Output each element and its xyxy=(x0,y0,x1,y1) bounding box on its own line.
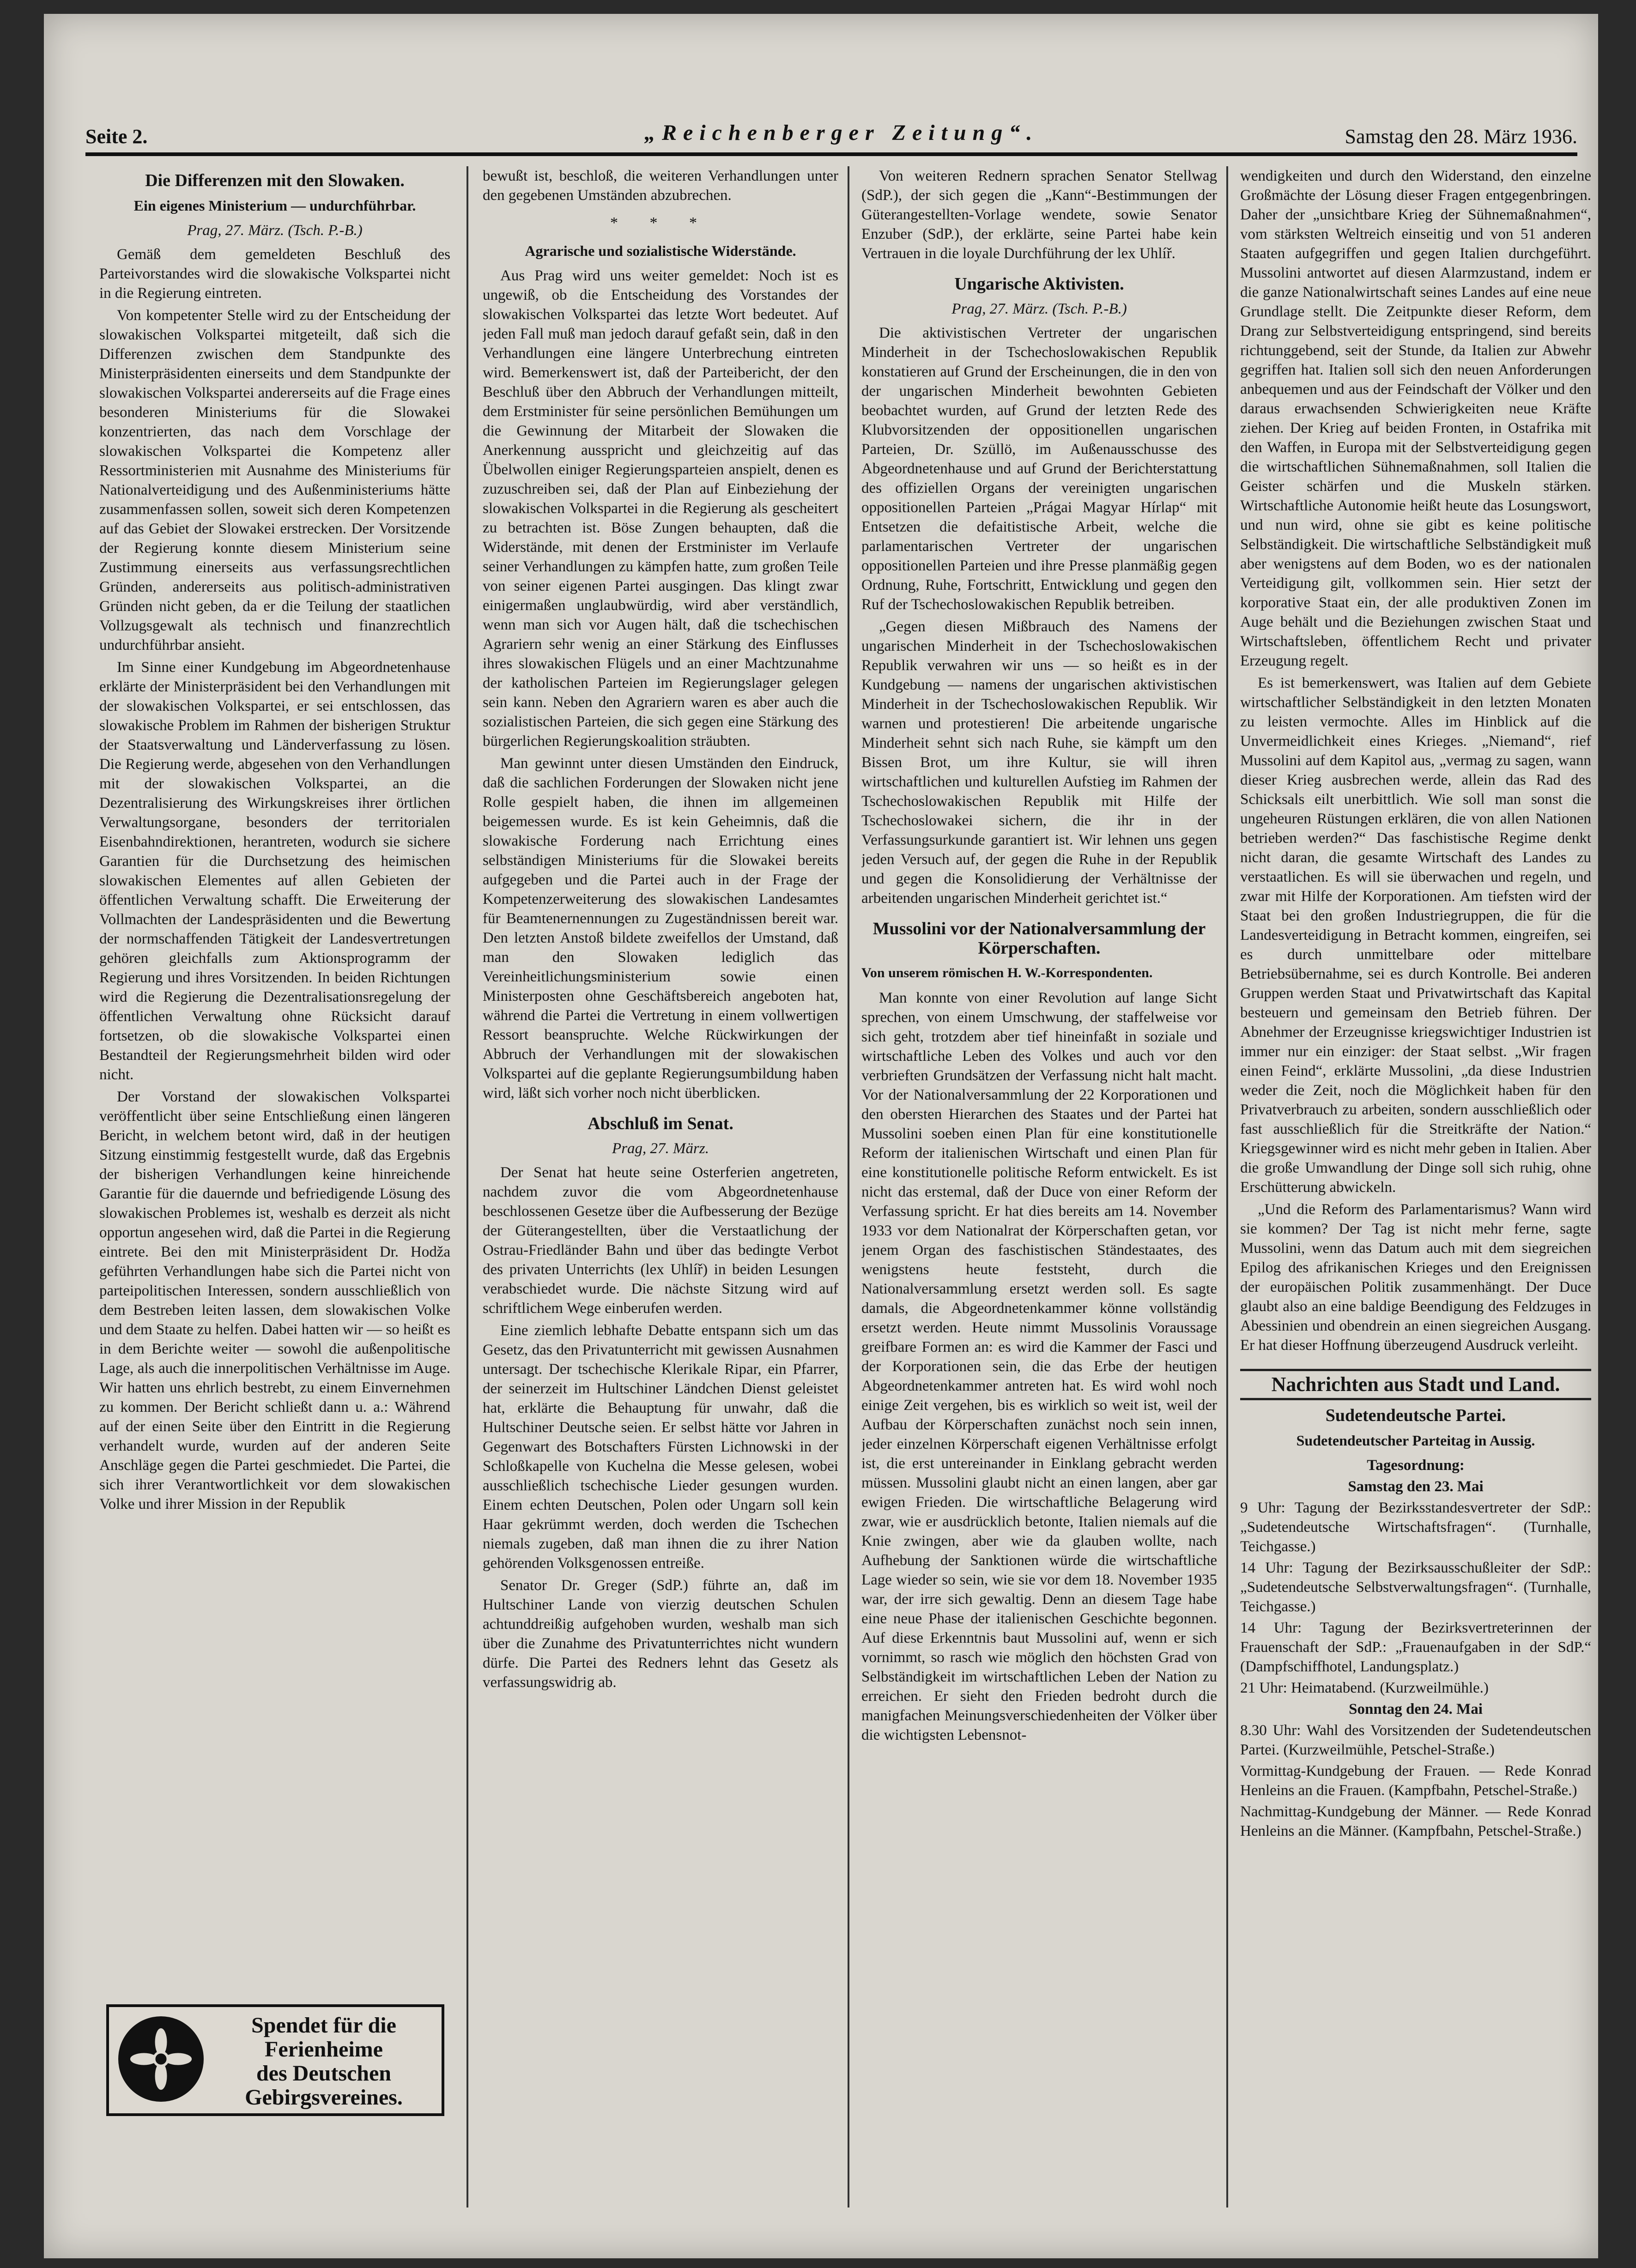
edelweiss-emblem-icon xyxy=(118,2016,204,2102)
article-paragraph: Senator Dr. Greger (SdP.) führte an, daß im Hultschiner Lande von vierzig deutschen Schulen achtunddreißig aufgehoben wurden, weshalb man sich über die Zunahme des Privatunterrichtes nicht wundern dürfe. Die Partei des Redners lehnt das Gesetz als verfassungswidrig ab. xyxy=(483,1577,838,1691)
article-paragraph: „Und die Reform des Parlamentarismus? Wann wird sie kommen? Der Tag ist nicht mehr ferne, sagte Mussolini, wenn das Datum auch mit dem siegreichen Epilog des afrikanischen Krieges und den Ereignissen der europäischen Politik zusammenhängt. Der Duce glaubt also an eine baldige Beendigung des Feldzuges in Abessinien und obendrein an einen siegreichen Ausgang. Er hat dieser Hoffnung überzeugend Ausdruck verleiht. xyxy=(1240,1201,1591,1354)
article-paragraph: wendigkeiten und durch den Widerstand, den einzelne Großmächte der Lösung dieser Fragen entgegenbringen. Daher der „unsichtbare Krieg der Sühnemaßnahmen“, vom stärksten Weltreich einseitig und von 51 anderen Staaten aufgegriffen und gegen Italien durchgeführt. Mussolini antwortet auf diesen Alarmzustand, indem er die ganze Nationalwirtschaft seines Landes auf eine neue Grundlage stellt. Die Zeitpunkte dieser Reform, dem Drang zur Selbstverteidigung entspringend, sind bereits richtunggebend, seit der Stunde, da Italien zur Abwehr gegriffen hat. Italien soll sich den neuen Anforderungen anbequemen und aus der Feindschaft der Völker und den daraus erwachsenden Schwierigkeiten neue Kräfte ziehen. Der Krieg auf beiden Fronten, in Ostafrika mit den Waffen, in Europa mit der Selbstverteidigung gegen die wirtschaftlichen Sühnemaßnahmen, soll Italien die Geister schärfen und die Muskeln stärken. Wirtschaftliche Autonomie heißt heute das Losungswort, und nun wird, ohne sie gibt es keine politische Selbständigkeit. Die wirtschaftliche Selbständigkeit muß aber wenigstens auf dem Boden, wo es der nationalen Verteidigung gilt, vollkommen sein. Hier setzt der korporative Staat ein, der alle produktiven Zonen im Auge behält und die Beziehungen zwischen Staat und Wirtschaftsleben, öffentlichem Recht und privater Erzeugung regelt. xyxy=(1240,168,1591,669)
article-paragraph: Von kompetenter Stelle wird zu der Entscheidung der slowakischen Volkspartei mitgeteilt, daß sich die Differenzen zwischen dem Standpunkte des Ministerpräsidenten einerseits und dem Standpunkte der slowakischen Volkspartei andererseits auf die Frage eines besonderen Ministeriums für die Slowakei konzentrierten, das nach dem Vorschlage der slowakischen Volkspartei die Kompetenz aller Ressortministerien mit Ausnahme des Ministeriums für Nationalverteidigung und des Außenministeriums hätte zusammenfassen sollen, soweit sich deren Kompetenzen auf das Gebiet der Slowakei erstrecken. Der Vorsitzende der Regierung konnte diesem Ministerium seine Zustimmung einerseits aus verfassungsrechtlichen Gründen, andererseits aus politisch-administrativen Gründen nicht geben, da er die Teilung der staatlichen Vollzugsgewalt als technisch und finanzrechtlich undurchführbar ansieht. xyxy=(99,307,450,653)
article-paragraph: Gemäß dem gemeldeten Beschluß des Parteivorstandes wird die slowakische Volkspartei nicht in die Regierung eintreten. xyxy=(99,246,450,302)
ad-line: des Deutschen xyxy=(256,2061,391,2086)
section-title: Nachrichten aus Stadt und Land. xyxy=(1240,1369,1591,1400)
article-paragraph: bewußt ist, beschloß, die weiteren Verhandlungen unter den gegebenen Umständen abzubrechen. xyxy=(483,168,838,204)
newspaper-title: „Reichenberger Zeitung“. xyxy=(644,121,1039,145)
article-dateline: Prag, 27. März. (Tsch. P.-B.) xyxy=(951,301,1127,317)
advertisement-text xyxy=(215,2014,432,2110)
column-divider xyxy=(848,166,849,2208)
program-list xyxy=(1240,1456,1591,1841)
article-paragraph: Die aktivistischen Vertreter der ungarischen Minderheit in der Tschechoslowakischen Republik konstatieren auf Grund der Erscheinungen, die in den von der ungarischen Minderheit bewohnten Gebieten beobachtet wurden, auf Grund der letzten Rede des Klubvorsitzenden der oppositionellen ungarischen Parteien, Dr. Szüllö, im Außenausschusse des Abgeordnetenhause und auf Grund der Berichterstattung des offiziellen Organs der vereinigten ungarischen oppositionellen Parteien „Prágai Magyar Hírlap“ mit Entsetzen die defaitistische Arbeit, welche die parlamentarischen Vertreter der ungarischen oppositionellen Parteien und ihre Presse planmäßig gegen Ordnung, Ruhe, Fortschritt, Entwicklung und gegen den Ruf der Tschechoslowakischen Republik betreiben. xyxy=(861,325,1217,613)
column-4 xyxy=(1240,166,1591,2208)
program-item: 14 Uhr: Tagung der Bezirksausschußleiter der SdP.: „Sudetendeutsche Selbstverwaltungsfragen“. (Turnhalle, Teichgasse.) xyxy=(1240,1560,1591,1615)
column-divider xyxy=(1226,166,1228,2208)
article-subhead: Agrarische und sozialistische Widerstände. xyxy=(525,242,796,259)
masthead xyxy=(85,115,1577,148)
article-subhead: Ein eigenes Ministerium — undurchführbar. xyxy=(133,197,416,214)
article-byline: Von unserem römischen H. W.-Korrespondenten. xyxy=(861,965,1153,980)
program-title: Sudetendeutscher Parteitag in Aussig. xyxy=(1296,1432,1535,1449)
program-day: Sonntag den 24. Mai xyxy=(1349,1701,1483,1718)
article-headline: Ungarische Aktivisten. xyxy=(954,274,1124,294)
article-headline: Abschluß im Senat. xyxy=(588,1114,733,1133)
program-item: Vormittag-Kundgebung der Frauen. — Rede Konrad Henleins an die Frauen. (Kampfbahn, Petschel-Straße.) xyxy=(1240,1763,1591,1799)
article-paragraph: Der Senat hat heute seine Osterferien angetreten, nachdem zuvor die vom Abgeordnetenhause beschlossenen Gesetze über die Aufbesserung der Bezüge der Güterangestellten, über die Verstaatlichung der Ostrau-Friedländer Bahn und über das bedingte Verbot des privaten Unterrichts (lex Uhlíř) in beiden Lesungen verabschiedet wurde. Die nächste Sitzung wird auf schriftlichem Wege einberufen werden. xyxy=(483,1164,838,1317)
article-paragraph: „Gegen diesen Mißbrauch des Namens der ungarischen Minderheit in der Tschechoslowakischen Republik verwahren wir uns — so heißt es in der Kundgebung — namens der ungarischen aktivistischen Minderheit in der Tschechoslowakischen Republik. Wir warnen und protestieren! Die arbeitende ungarische Minderheit sehnt sich nach Ruhe, sie kämpft um den Bissen Brot, um ihre Kultur, sie will ihren wirtschaftlichen und kulturellen Aufstieg im Rahmen der Tschechoslowakischen Republik mit Hilfe der Tschechoslowakei sichern, die ihr in der Verfassungsurkunde garantiert ist. Wir lehnen uns gegen jeden Versuch auf, der gegen die Ruhe in der Republik und gegen die Konsolidierung der Verhältnisse der arbeitenden ungarischen Minderheit gerichtet ist.“ xyxy=(861,618,1217,907)
ad-line: Spendet für die xyxy=(251,2013,396,2038)
column-2 xyxy=(483,166,838,2208)
article-dateline: Prag, 27. März. (Tsch. P.-B.) xyxy=(187,222,363,239)
section-separator: * * * xyxy=(610,214,711,231)
program-item: Nachmittag-Kundgebung der Männer. — Rede Konrad Henleins an die Männer. (Kampfbahn, Petschel-Straße.) xyxy=(1240,1803,1591,1839)
article-headline: Mussolini vor der Nationalversammlung der Körperschaften. xyxy=(873,919,1206,958)
page-number: Seite 2. xyxy=(85,125,148,148)
article-paragraph: Man gewinnt unter diesen Umständen den Eindruck, daß die sachlichen Forderungen der Slowaken nicht jene Rolle gespielt haben, die ihnen im allgemeinen beigemessen wurde. Es ist kein Geheimnis, daß die slowakische Forderung nach Errichtung eines selbständigen Ministeriums für die Slowakei bereits aufgegeben und die Partei auch in der Frage der Kompetenzerweiterung des slowakischen Landesamtes für Beamtenernennungen zu Zugeständnissen bereit war. Den letzten Anstoß bildete zweifellos der Umstand, daß man den Slowaken lediglich das Vereinheitlichungsministerium sowie einen Ministerposten ohne Geschäftsbereich angeboten hat, während die Partei die Vertretung in einem vollwertigen Ressort beanspruchte. Welche Rückwirkungen der Abbruch der Verhandlungen mit der slowakischen Volkspartei auf die geplante Regierungsumbildung haben wird, läßt sich vorher noch nicht überblicken. xyxy=(483,755,838,1101)
article-paragraph: Es ist bemerkenswert, was Italien auf dem Gebiete wirtschaftlicher Selbständigkeit in den letzten Monaten zu leisten vermochte. Alles im Hinblick auf die Unvermeidlichkeit eines Krieges. „Niemand“, rief Mussolini auf dem Kapitol aus, „vermag zu sagen, wann dieser Krieg ausbrechen werde, allein das Rad des Schicksals eilt unerbittlich. Wie soll man sonst die ungeheuren Rüstungen erklären, die von allen Nationen betrieben werden?“ Das faschistische Regime denkt nicht daran, die gesamte Wirtschaft des Landes zu verstaatlichen. Es will sie überwachen und regeln, und zwar mit Hilfe der Korporationen. Am tiefsten wird der Staat bei den großen Industriegruppen, die für die Landesverteidigung in Betracht kommen, eingreifen, sei es durch unmittelbare oder mittelbare Betriebsübernahme, sei es durch Kontrolle. Bei anderen Gruppen werden Staat und Privatwirtschaft das Kapital besteuern und gemeinsam den Betrieb führen. Der Abnehmer der Erzeugnisse kriegswichtiger Industrien ist immer nur ein einziger: der Staat selbst. „Wir fragen einen Feind“, erklärte Mussolini, „da diese Industrien weder die Zeit, noch die Möglichkeit haben für den Privatverbrauch zu arbeiten, sondern ausschließlich oder fast ausschließlich für die Streitkräfte der Nation.“ Kriegsgewinner wird es nicht mehr geben in Italien. Aber die große Umwandlung der Dinge soll sich ruhig, ohne Erschütterung abwickeln. xyxy=(1240,675,1591,1196)
program-item: 9 Uhr: Tagung der Bezirksstandesvertreter der SdP.: „Sudetendeutsche Wirtschaftsfragen“. (Turnhalle, Teichgasse.) xyxy=(1240,1500,1591,1555)
article-paragraph: Man konnte von einer Revolution auf lange Sicht sprechen, von einem Umschwung, der staffelweise vor sich geht, trotzdem aber tief hineinfaßt in soziale und wirtschaftliche Leben des Volkes und auch vor den verbrieften Grundsätzen der Verfassung nicht halt macht. Vor der Nationalversammlung der 22 Korporationen und den obersten Hierarchen des Staates und der Partei hat Mussolini soeben einen Plan für eine konstitutionelle Reform der italienischen Wirtschaft und einen Plan für eine konstitutionelle politische Reform entwickelt. Es ist nicht das erstemal, daß der Duce von einer Reform der Verfassung spricht. Er hat dies bereits am 14. November 1933 vor dem Nationalrat der Körperschaften getan, vor jenem Organ des faschistischen Ständestaates, des wenigstens heute feststeht, durch die Nationalversammlung ersetzt werden soll. Es sagte damals, die Abgeordnetenkammer könne vollständig ersetzt werden. Heute nimmt Mussolinis Voraussage greifbare Formen an: es wird die Kammer der Fasci und der Korporationen sein, die das Erbe der heutigen Abgeordnetenkammer antreten hat. Es wird wohl noch einige Zeit vergehen, bis es wirklich so weit ist, weil der Aufbau der Körperschaften zunächst noch sein innen, jeder einzelnen Körperschaft eigenen Verhältnisse erfolgt ist, die erst untereinander in Einklang gebracht werden müssen. Mussolini glaubt nicht an einen langen, aber gar ewigen Frieden. Die wirtschaftliche Belagerung wird zwar, wie er ausdrücklich betonte, Italien niemals auf die Knie zwingen, aber wie da glauben wollte, nach Aufhebung der Sanktionen würde die wirtschaftliche Lage wieder so sein, wie sie vor dem 18. November 1935 war, der irre sich gewaltig. Denn an diesem Tage habe eine neue Phase der italienischen Geschichte begonnen. Auf diese Erkenntnis baut Mussolini auf, wenn er sich vornimmt, so rasch wie möglich den höchsten Grad von Selbständigkeit im wirtschaftlichen Leben der Nation zu erreichen. Er sieht den Frieden bedroht durch die manigfachen Meinungsverschiedenheiten der Völker über die wichtigsten Lebensnot- xyxy=(861,990,1217,1743)
masthead-rule xyxy=(85,152,1577,156)
program-item: 8.30 Uhr: Wahl des Vorsitzenden der Sudetendeutschen Partei. (Kurzweilmühle, Petschel-Straße.) xyxy=(1240,1722,1591,1758)
article-paragraph: Aus Prag wird uns weiter gemeldet: Noch ist es ungewiß, ob die Entscheidung des Vorstandes der slowakischen Volkspartei das letzte Wort bedeutet. Auf jeden Fall muß man jedoch darauf gefaßt sein, daß in den Verhandlungen eine längere Unterbrechung eintreten wird. Bemerkenswert ist, daß der Parteibericht, der den Beschluß über den Abbruch der Verhandlungen mitteilt, dem Erstminister für seine persönlichen Bemühungen um die Gewinnung der Mitarbeit der Slowaken die Anerkennung ausspricht und gleichzeitig auf das Übelwollen einiger Regierungsparteien anspielt, denen es zuzuschreiben sei, daß der Plan auf Einbeziehung der slowakischen Volkspartei in die Regierung als gescheitert zu betrachten ist. Böse Zungen behaupten, daß die Widerstände, mit denen der Erstminister im Verlaufe seiner Verhandlungen zu kämpfen hatte, zum großen Teile von seiner eigenen Partei ausgingen. Das klingt zwar einigermaßen unglaubwürdig, wird aber verständlich, wenn man sich vor Augen hält, daß die tschechischen Agrariern sehr wenig an einer Stärkung des Einflusses ihres slowakischen Flügels und an einer Machtzunahme der katholischen Parteien im Regierungslager gelegen sein kann. Neben den Agrariern waren es aber auch die sozialistischen Parteien, die sich gegen eine Stärkung des bürgerlichen Regierungskoalition sträubten. xyxy=(483,267,838,750)
column-divider xyxy=(467,166,468,2208)
program-item: 21 Uhr: Heimatabend. (Kurzweilmühle.) xyxy=(1240,1680,1489,1696)
article-dateline: Prag, 27. März. xyxy=(612,1140,709,1157)
article-paragraph: Eine ziemlich lebhafte Debatte entspann sich um das Gesetz, das den Privatunterricht mit gewissen Ausnahmen untersagt. Der tschechische Klerikale Ripar, ein Pfarrer, der seinerzeit im Hultschiner Ländchen Dienst geleistet hat, erklärte die Behauptung für unwahr, daß die Hultschiner Deutsche seien. Er selbst hätte vor Jahren in Gegenwart des Botschafters Fürsten Lichnowski in der Schloßkapelle von Kuchelna die Messe gelesen, wobei ausschließlich tschechische Lieder gesungen wurden. Einem echten Deutschen, Polen oder Ungarn soll kein Haar gekrümmt werden, doch werden die Tschechen niemals zugeben, daß man ihnen die zu ihrer Nation gehörenden Volksgenossen entreiße. xyxy=(483,1322,838,1572)
program-head: Tagesordnung: xyxy=(1367,1457,1465,1474)
advertisement-box xyxy=(106,2004,444,2116)
article-paragraph: Von weiteren Rednern sprachen Senator Stellwag (SdP.), der sich gegen die „Kann“-Bestimmungen der Güterangestellten-Vorlage wendete, sowie Senator Enzuber (SdP.), der erklärte, seine Partei habe kein Vertrauen in die loyale Durchführung der lex Uhlíř. xyxy=(861,168,1217,262)
article-paragraph: Im Sinne einer Kundgebung im Abgeordnetenhause erklärte der Ministerpräsident bei den Verhandlungen mit der slowakischen Volkspartei, er sei entschlossen, das slowakische Problem im Rahmen der bisherigen Struktur der Staatsverwaltung und Länderverfassung zu lösen. Die Regierung werde, abgesehen von den Verhandlungen mit der slowakischen Volkspartei, an die Dezentralisierung des Wirkungskreises ihrer örtlichen Verwaltungsorgane, besonders der territorialen Eisenbahndirektionen, herantreten, wodurch sie sichere Garantien für die Durchsetzung des heimischen slowakischen Elementes auf allen Gebieten der öffentlichen Verwaltung schafft. Die Erweiterung der Vollmachten der Landespräsidenten und die Bewertung der normschaffenden Tätigkeit der Landesvertretungen gehören gleichfalls zum Aktionsprogramm der Regierung und ihres Vorsitzenden. In beiden Richtungen wird die Regierung die Dezentralisationsregelung der öffentlichen Verwaltung ohne Rücksicht darauf fortsetzen, ob die slowakische Volkspartei einen Bestandteil der Regierungsmehrheit bilden wird oder nicht. xyxy=(99,659,450,1083)
issue-date: Samstag den 28. März 1936. xyxy=(1345,125,1577,148)
program-day: Samstag den 23. Mai xyxy=(1348,1478,1484,1495)
party-title: Sudetendeutsche Partei. xyxy=(1325,1406,1506,1425)
ad-line: Gebirgsvereines. xyxy=(245,2085,403,2110)
article-paragraph: Der Vorstand der slowakischen Volkspartei veröffentlicht über seine Entschließung einen längeren Bericht, in welchem betont wird, daß in der heutigen Sitzung einstimmig festgestellt wurde, daß das Ergebnis der bisherigen Verhandlungen keine hinreichende Garantie für die dauernde und befriedigende Lösung des slowakischen Problemes ist, weshalb es derzeit als nicht opportun angesehen wird, daß die Partei in die Regierung eintrete. Bei den mit Ministerpräsident Dr. Hodža geführten Verhandlungen habe sich die Partei nicht von parteipolitischen Interessen, sondern ausschließlich von dem Bestreben leiten lassen, dem slowakischen Volke und dem Staate zu helfen. Dabei hatten wir — so heißt es in dem Berichte weiter — sowohl die außenpolitische Lage, als auch die innerpolitischen Verhältnisse im Auge. Wir hatten uns ehrlich bestrebt, zu einem Einvernehmen zu kommen. Der Bericht schließt dann u. a.: Während auf der einen Seite über den Eintritt in die Regierung verhandelt wurde, wurden auf der anderen Seite Anschläge gegen die Partei geschmiedet. Die Partei, die sich ihrer Verantwortlichkeit vor dem slowakischen Volke und ihrer Mission in der Republik xyxy=(99,1089,450,1512)
article-headline: Die Differenzen mit den Slowaken. xyxy=(145,171,405,190)
column-1 xyxy=(99,166,450,2208)
column-3 xyxy=(861,166,1217,2208)
ad-line: Ferienheime xyxy=(265,2037,383,2062)
program-item: 14 Uhr: Tagung der Bezirksvertreterinnen der Frauenschaft der SdP.: „Frauenaufgaben in der SdP.“ (Dampfschiffhotel, Landungsplatz.) xyxy=(1240,1620,1591,1675)
